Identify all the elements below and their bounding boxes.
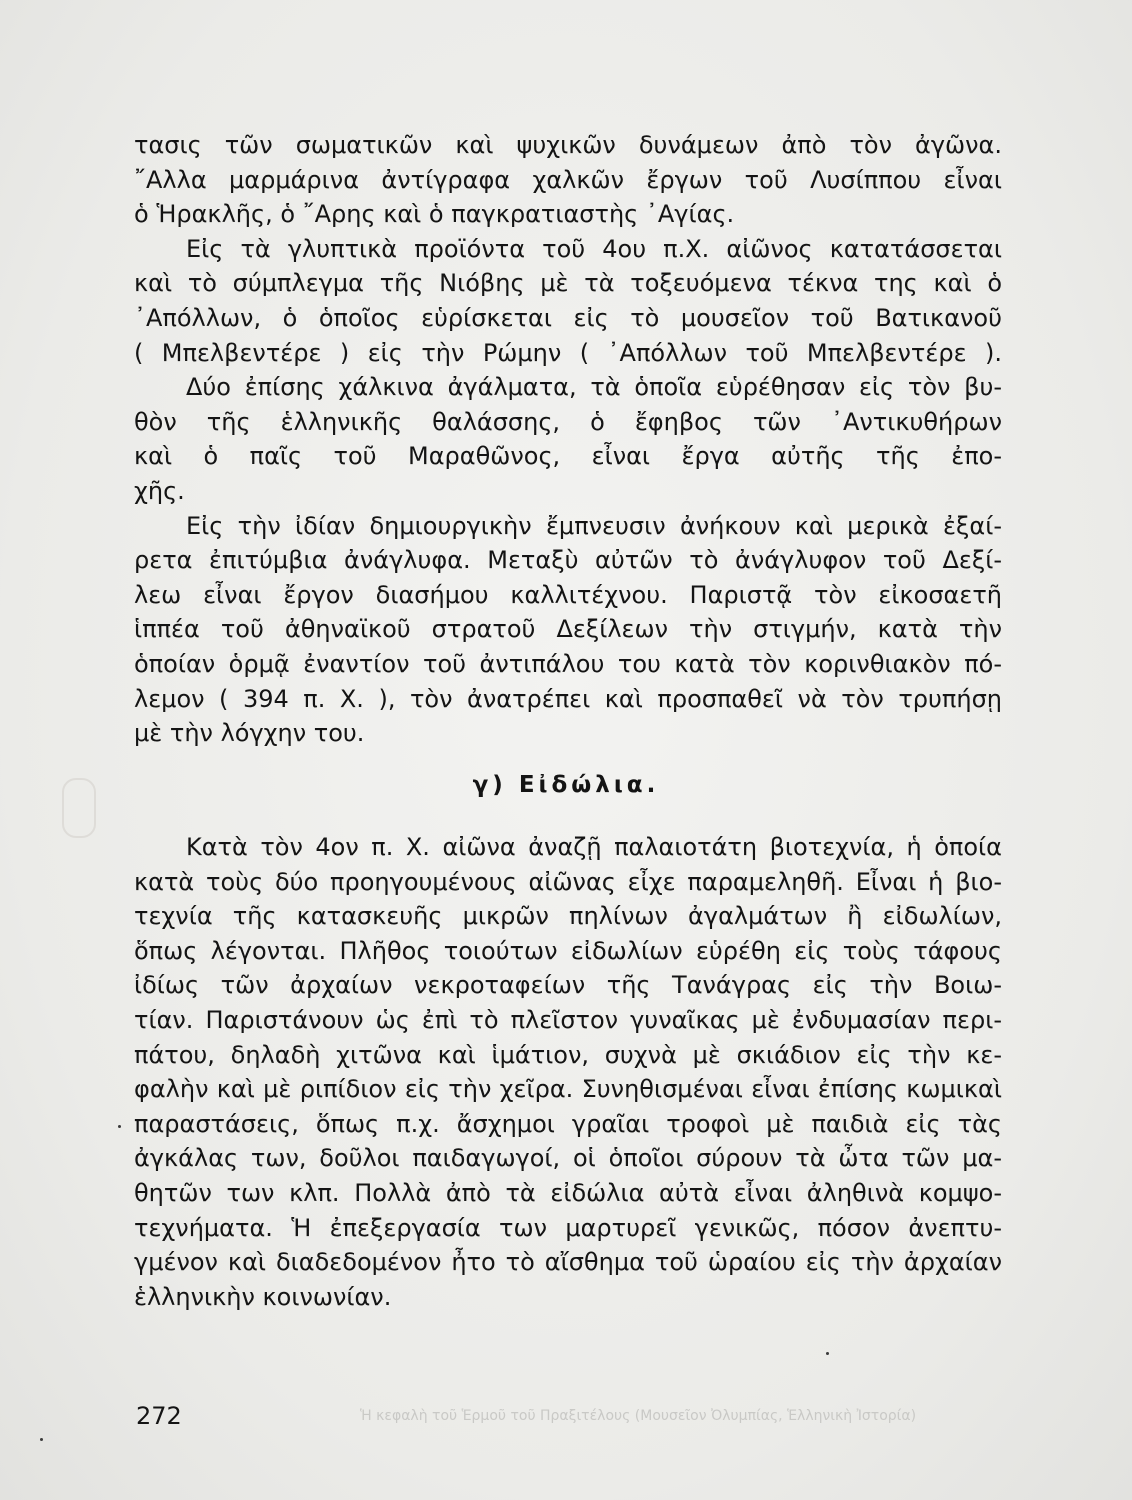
text-line: τεχνήματα. Ἡ ἐπεξεργασία των μαρτυρεῖ γενικῶς, πόσον ἀνεπτυ- bbox=[134, 1213, 1002, 1242]
text-line: ρετα ἐπιτύμβια ἀνάγλυφα. Μεταξὺ αὐτῶν τὸ ἀνάγλυφον τοῦ Δεξί- bbox=[134, 546, 1002, 575]
dust-speck bbox=[826, 1352, 829, 1355]
text-line: ῎Αλλα μαρμάρινα ἀντίγραφα χαλκῶν ἔργων τοῦ Λυσίππου εἶναι bbox=[134, 165, 1002, 194]
text-line: Δύο ἐπίσης χάλκινα ἀγάλματα, τὰ ὁποῖα εὑρέθησαν εἰς τὸν βυ- bbox=[186, 373, 1002, 402]
text-line: θὸν τῆς ἑλληνικῆς θαλάσσης, ὁ ἔφηβος τῶν ᾿Αντικυθήρων bbox=[134, 407, 1002, 436]
text-line: ἱππέα τοῦ ἀθηναϊκοῦ στρατοῦ Δεξίλεων τὴν στιγμήν, κατὰ τὴν bbox=[134, 615, 1002, 644]
text-line: ἰδίως τῶν ἀρχαίων νεκροταφείων τῆς Τανάγρας εἰς τὴν Βοιω- bbox=[134, 971, 1002, 1000]
text-line: χῆς. bbox=[134, 476, 185, 505]
paragraph-figurines bbox=[134, 830, 1002, 1314]
section-heading: γ) Εἰδώλια. bbox=[472, 772, 660, 798]
text-line: ἑλληνικὴν κοινωνίαν. bbox=[134, 1282, 392, 1311]
text-line: ὁ Ἡρακλῆς, ὁ ῎Αρης καὶ ὁ παγκρατιαστὴς ᾿Αγίας. bbox=[134, 200, 735, 229]
dust-speck bbox=[40, 1438, 43, 1441]
page-number: 272 bbox=[136, 1402, 182, 1430]
text-line: ( Μπελβεντέρε ) εἰς τὴν Ρώμην ( ᾿Απόλλων τοῦ Μπελβεντέρε ). bbox=[134, 338, 1002, 367]
text-line: κατὰ τοὺς δύο προηγουμένους αἰῶνας εἶχε παραμεληθῆ. Εἶναι ἡ βιο- bbox=[134, 867, 1002, 896]
bleed-through-caption: Ἡ κεφαλὴ τοῦ Ἑρμοῦ τοῦ Πραξιτέλους (Μουσεῖον Ὀλυμπίας, Ἑλληνικὴ Ἰστορία) bbox=[360, 1408, 917, 1424]
text-line: Εἰς τὴν ἰδίαν δημιουργικὴν ἔμπνευσιν ἀνήκουν καὶ μερικὰ ἐξαί- bbox=[186, 511, 1002, 540]
text-line: πάτου, δηλαδὴ χιτῶνα καὶ ἱμάτιον, συχνὰ μὲ σκιάδιον εἰς τὴν κε- bbox=[134, 1040, 1002, 1069]
text-line: ὅπως λέγονται. Πλῆθος τοιούτων εἰδωλίων εὑρέθη εἰς τοὺς τάφους bbox=[134, 936, 1002, 965]
text-line: λεμον ( 394 π. Χ. ), τὸν ἀνατρέπει καὶ προσπαθεῖ νὰ τὸν τρυπήσῃ bbox=[134, 684, 1002, 713]
text-line: Εἰς τὰ γλυπτικὰ προϊόντα τοῦ 4ου π.Χ. αἰῶνος κατατάσσεται bbox=[186, 234, 1002, 263]
text-line: καὶ τὸ σύμπλεγμα τῆς Νιόβης μὲ τὰ τοξευόμενα τέκνα της καὶ ὁ bbox=[134, 269, 1002, 298]
text-line: ὁποίαν ὁρμᾷ ἐναντίον τοῦ ἀντιπάλου του κατὰ τὸν κορινθιακὸν πό- bbox=[134, 649, 1002, 678]
text-line: καὶ ὁ παῖς τοῦ Μαραθῶνος, εἶναι ἔργα αὐτῆς τῆς ἐπο- bbox=[134, 442, 1002, 471]
text-line: μὲ τὴν λόγχην του. bbox=[134, 719, 365, 748]
text-line: φαλὴν καὶ μὲ ριπίδιον εἰς τὴν χεῖρα. Συνηθισμέναι εἶναι ἐπίσης κωμικαὶ bbox=[134, 1075, 1002, 1104]
text-line: γμένον καὶ διαδεδομένον ἦτο τὸ αἴσθημα τοῦ ὡραίου εἰς τὴν ἀρχαίαν bbox=[134, 1248, 1002, 1277]
text-line: Κατὰ τὸν 4ον π. Χ. αἰῶνα ἀναζῇ παλαιοτάτη βιοτεχνία, ἡ ὁποία bbox=[186, 833, 1002, 861]
dust-speck bbox=[118, 1125, 121, 1128]
text-line: θητῶν των κλπ. Πολλὰ ἀπὸ τὰ εἰδώλια αὐτὰ εἶναι ἀληθινὰ κομψο- bbox=[134, 1178, 1002, 1207]
paragraph-sculpture bbox=[134, 128, 1002, 751]
text-line: τεχνία τῆς κατασκευῆς μικρῶν πηλίνων ἀγαλμάτων ἢ εἰδωλίων, bbox=[134, 902, 1002, 931]
text-line: ᾿Απόλλων, ὁ ὁποῖος εὑρίσκεται εἰς τὸ μουσεῖον τοῦ Βατικανοῦ bbox=[134, 303, 1002, 332]
text-line: λεω εἶναι ἔργον διασήμου καλλιτέχνου. Παριστᾷ τὸν εἰκοσαετῆ bbox=[134, 580, 1002, 609]
text-line: παραστάσεις, ὅπως π.χ. ἄσχημοι γραῖαι τροφοὶ μὲ παιδιὰ εἰς τὰς bbox=[134, 1109, 1002, 1138]
text-line: τίαν. Παριστάνουν ὡς ἐπὶ τὸ πλεῖστον γυναῖκας μὲ ἐνδυμασίαν περι- bbox=[134, 1005, 1002, 1034]
text-line: ἀγκάλας των, δοῦλοι παιδαγωγοί, οἱ ὁποῖοι σύρουν τὰ ὦτα τῶν μα- bbox=[134, 1144, 1002, 1173]
text-line: τασις τῶν σωματικῶν καὶ ψυχικῶν δυνάμεων ἀπὸ τὸν ἀγῶνα. bbox=[134, 131, 1002, 159]
